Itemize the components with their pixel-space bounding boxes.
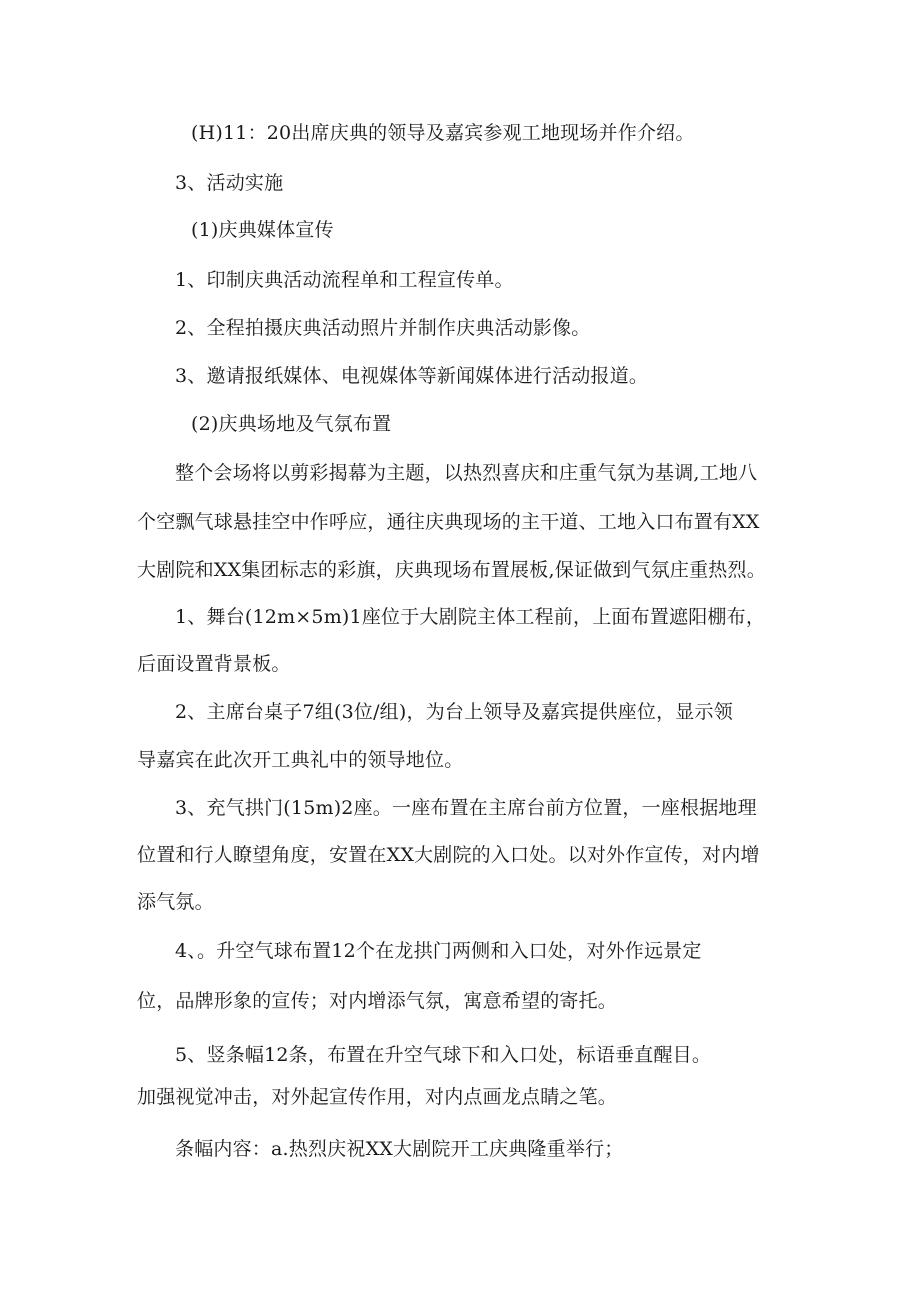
text-line: 大剧院和XX集团标志的彩旗，庆典现场布置展板,保证做到气氛庄重热烈。 xyxy=(137,559,766,581)
text-line: 导嘉宾在此次开工典礼中的领导地位。 xyxy=(137,749,464,771)
text-line: 3、邀请报纸媒体、电视媒体等新闻媒体进行活动报道。 xyxy=(175,365,649,387)
text-line: 4、。升空气球布置12个在龙拱门两侧和入口处，对外作远景定 xyxy=(175,940,702,962)
section-heading: 3、活动实施 xyxy=(175,172,284,194)
text-line: 3、充气拱门(15m)2座。一座布置在主席台前方位置，一座根据地理 xyxy=(175,797,757,819)
text-line: 位置和行人瞭望角度，安置在XX大剧院的入口处。以对外作宣传，对内增 xyxy=(137,844,760,866)
text-line: 2、主席台桌子7组(3位/组)，为台上领导及嘉宾提供座位，显示领 xyxy=(175,701,733,723)
text-line: (H)11：20出席庆典的领导及嘉宾参观工地现场并作介绍。 xyxy=(191,122,695,144)
subsection-heading: (1)庆典媒体宣传 xyxy=(191,219,334,241)
text-line: 1、舞台(12m×5m)1座位于大剧院主体工程前，上面布置遮阳棚布， xyxy=(175,606,766,628)
text-line: 条幅内容：a.热烈庆祝XX大剧院开工庆典隆重举行； xyxy=(175,1138,624,1160)
text-line: 5、竖条幅12条，布置在升空气球下和入口处，标语垂直醒目。 xyxy=(175,1044,712,1066)
text-line: 加强视觉冲击，对外起宣传作用，对内点画龙点睛之笔。 xyxy=(137,1086,618,1108)
text-line: 1、印制庆典活动流程单和工程宣传单。 xyxy=(175,269,514,291)
text-line: 整个会场将以剪彩揭幕为主题，以热烈喜庆和庄重气氛为基调,工地八 xyxy=(175,462,758,484)
text-line: 添气氛。 xyxy=(137,891,214,913)
text-line: 后面设置背景板。 xyxy=(137,653,291,675)
subsection-heading: (2)庆典场地及气氛布置 xyxy=(191,413,392,435)
text-line: 个空飘气球悬挂空中作呼应，通往庆典现场的主干道、工地入口布置有XX xyxy=(137,511,760,533)
text-line: 2、全程拍摄庆典活动照片并制作庆典活动影像。 xyxy=(175,317,591,339)
text-line: 位，品牌形象的宣传；对内增添气氛，寓意希望的寄托。 xyxy=(137,990,618,1012)
